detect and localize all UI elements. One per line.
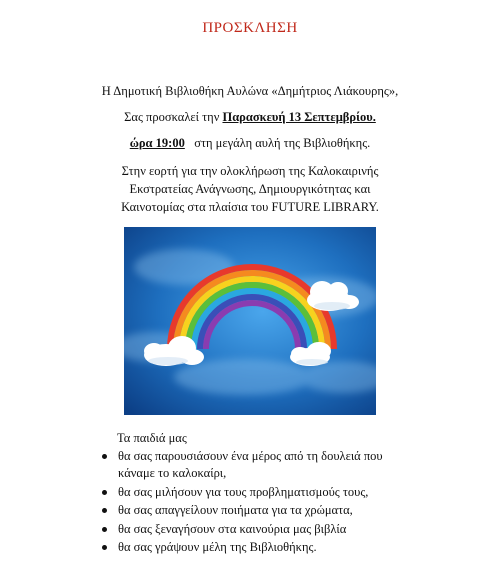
bullet-icon <box>102 545 107 550</box>
event-description-line-1: Στην εορτή για την ολοκλήρωση της Καλοκαιρινής <box>121 164 379 178</box>
event-description-line-2: Εκστρατείας Ανάγνωσης, Δημιουργικότητας και <box>129 182 371 196</box>
event-time: ώρα 19:00 <box>129 136 185 150</box>
kids-intro: Τα παιδιά μας <box>117 431 187 445</box>
bullet-icon <box>102 508 107 513</box>
bullet-icon <box>102 490 107 495</box>
list-item <box>98 502 458 519</box>
list-item-text-continued: κάναμε το καλοκαίρι, <box>118 466 227 480</box>
list-item-text: θα σας παρουσιάσουν ένα μέρος από τη δουλειά που <box>118 449 383 463</box>
rainbow-image <box>124 227 376 415</box>
list-item-text: θα σας μιλήσουν για τους προβληματισμούς τους, <box>118 484 369 499</box>
bullet-icon <box>102 527 107 532</box>
event-location: στη μεγάλη αυλή της Βιβλιοθήκης. <box>184 136 371 150</box>
list-item <box>98 448 458 482</box>
library-name-line: Η Δημοτική Βιβλιοθήκη Αυλώνα «Δημήτριος Λιάκουρης», <box>101 84 399 98</box>
list-item <box>98 539 458 556</box>
list-item-text: θα σας γράψουν μέλη της Βιβλιοθήκης. <box>118 540 317 554</box>
list-item <box>98 484 458 501</box>
event-date: Παρασκευή 13 Σεπτεμβρίου. <box>222 110 376 124</box>
list-item-text: θα σας απαγγείλουν ποιήματα για τα χρώματα, <box>118 503 353 517</box>
event-description-line-3: Καινοτομίας στα πλαίσια του FUTURE LIBRARY. <box>121 200 379 214</box>
list-item-text: θα σας ξεναγήσουν στα καινούρια μας βιβλία <box>118 521 347 536</box>
date-prefix: Σας προσκαλεί την <box>124 110 223 124</box>
activities-list <box>98 448 458 558</box>
bullet-icon <box>102 454 107 459</box>
time-line <box>0 136 500 151</box>
date-line <box>0 110 500 125</box>
invitation-title: ΠΡΟΣΚΛΗΣΗ <box>202 20 298 36</box>
list-item <box>98 521 458 538</box>
